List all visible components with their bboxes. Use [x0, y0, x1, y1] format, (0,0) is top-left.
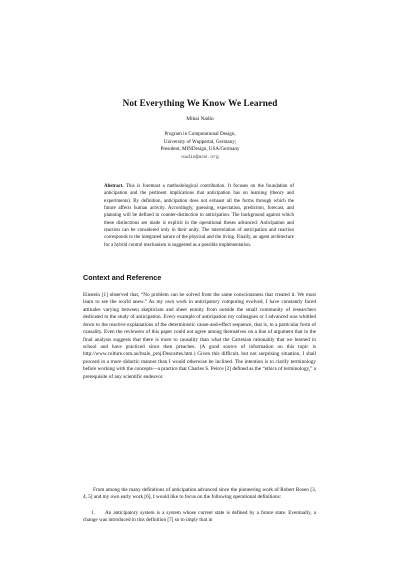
- body-paragraph-1: Einstein [1] observed that, “No problem can be solved from the same consciousness that created it. We must learn to see the world anew.” As my own work in anticipatory computing evolved, I have constantly faced attitudes varying between skepticism and sheer enmity from outside the small community of researchers dedicated to the study of anticipation. Every example of anticipation my colleagues or I advanced was whittled down to the reactive explanations of the deterministic cause-and-effect sequence, that is, to a particular form of causality. Even the reviewers of this paper could not agree among themselves on a line of argument that in the final analysis suggests that there is more to causality than what the Cartesian rationality that we learned in school and have practiced since then preaches. (A good source of information on this topic is http://www.culture.com.au/brain_proj/Descartes.htm.) Given this difficult, but not surprising situation, I shall proceed in a more didactic manner than I would otherwise be inclined. The intention is to clarify terminology before working with the concepts—a practice that Charles S. Peirce [2] defined as the “ethics of terminology,” a prerequisite of any scientific endeavor.: [83, 292, 316, 380]
- paper-title: Not Everything We Know We Learned: [122, 98, 278, 108]
- definition-text: An anticipatory system is a system whose current state is defined by a future state. Eventually, a change was introduced in this definition [7] so to imply that in: [83, 510, 316, 524]
- author-name: Mihai Nadin: [186, 116, 214, 122]
- affiliation-line: President, MINDesign, USA/Germany: [160, 146, 240, 153]
- body-paragraph-2: From among the many definitions of anticipation advanced since the pioneering work of Robert Rosen [3, 4, 5] and my own early work [6], I would like to focus on the following operational definitions:: [83, 487, 316, 501]
- definition-item: [83, 510, 316, 525]
- abstract-text: This is foremost a methodological contribution. It focuses on the foundation of anticipation and the pertinent implications that anticipation has on learning (theory and experiments). By definition, anticipation does not exhaust all the forms through which the future affects human activity. Accordingly, guessing, expectation, prediction, forecast, and planning will be defined in counter-distinction to anticipation. The background against which these distinctions are made is explicit in the operational theses advanced: Anticipation and reaction can be considered only in their unity. The interrelation of anticipation and reaction corresponds to the integrated nature of the physical and the living. Finally, an agent architecture for a hybrid control mechanism is suggested as a possible implementation.: [104, 184, 294, 248]
- author-email: nadin@acm.org: [181, 154, 219, 160]
- abstract: [104, 183, 294, 249]
- definition-number: 1.: [91, 510, 95, 516]
- abstract-label: Abstract.: [104, 184, 124, 189]
- affiliation: [0, 131, 400, 161]
- section-heading: Context and Reference: [83, 273, 162, 282]
- affiliation-line: University of Wuppertal, Germany;: [163, 138, 237, 145]
- affiliation-line: Program in Computational Design,: [164, 131, 236, 137]
